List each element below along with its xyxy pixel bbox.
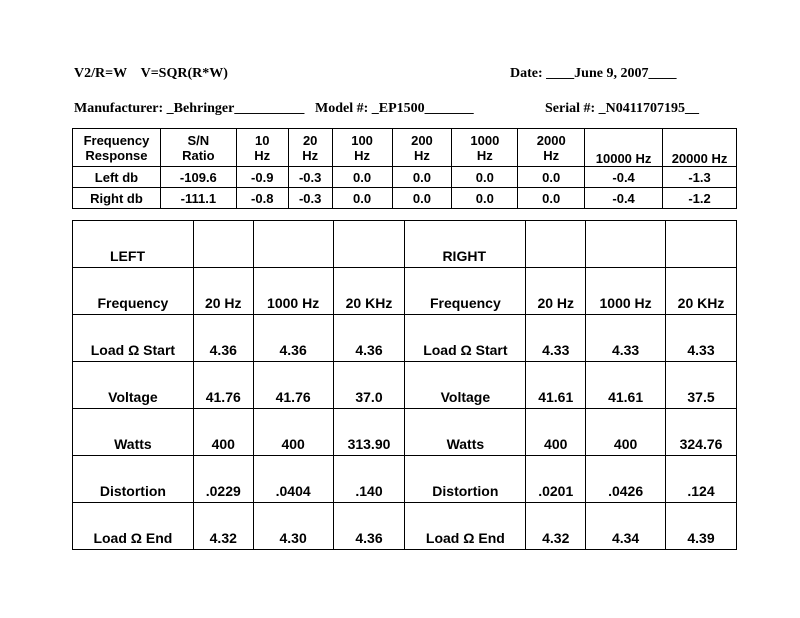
power-title-row <box>73 221 737 268</box>
header-line-1: Frequency <box>83 132 150 148</box>
header-line-2: Response <box>85 147 148 163</box>
value-cell: -0.9 <box>236 167 288 188</box>
left-value-cell: 4.36 <box>193 315 253 362</box>
value-cell: -109.6 <box>160 167 236 188</box>
header-line-1: 2000 <box>536 132 566 148</box>
frequency-header-cell <box>73 129 161 167</box>
left-value-cell: 1000 Hz <box>253 268 333 315</box>
value-cell: 0.0 <box>332 167 392 188</box>
right-value-cell: 41.61 <box>586 362 666 409</box>
header-line-2: Hz <box>354 147 371 163</box>
header-line-2: Hz <box>302 147 319 163</box>
value-cell: 0.0 <box>518 167 585 188</box>
power-row <box>73 409 737 456</box>
left-value-cell: 400 <box>193 409 253 456</box>
power-test-table <box>72 220 737 550</box>
value-cell: -0.8 <box>236 188 288 209</box>
right-value-cell: 4.32 <box>526 503 586 550</box>
value-cell: -0.3 <box>288 188 332 209</box>
header-line-1: 100 <box>351 132 373 148</box>
serial-field <box>545 101 699 117</box>
header-line-2: Ratio <box>182 147 215 163</box>
right-value-cell: 20 Hz <box>526 268 586 315</box>
row-label: Right db <box>73 188 161 209</box>
left-row-label: Voltage <box>73 362 194 409</box>
value-cell: 0.0 <box>392 167 452 188</box>
right-value-cell: 400 <box>526 409 586 456</box>
value-cell: -1.2 <box>663 188 737 209</box>
right-value-cell: 4.33 <box>666 315 737 362</box>
empty-cell <box>333 221 405 268</box>
value-cell: 0.0 <box>452 188 518 209</box>
right-value-cell: 324.76 <box>666 409 737 456</box>
right-row-label: Watts <box>405 409 526 456</box>
right-value-cell: 4.39 <box>666 503 737 550</box>
header-line-2: 20000 Hz <box>671 151 728 166</box>
header-line-2: Hz <box>543 147 560 163</box>
value-cell: 0.0 <box>518 188 585 209</box>
left-row-label: Load Ω End <box>73 503 194 550</box>
header-line-2: Hz <box>254 147 271 163</box>
value-cell: 0.0 <box>332 188 392 209</box>
left-value-cell: 313.90 <box>333 409 405 456</box>
left-value-cell: .0229 <box>193 456 253 503</box>
formula-text: V2/R=W V=SQR(R*W) <box>74 66 228 81</box>
left-row-label: Frequency <box>73 268 194 315</box>
frequency-header-cell <box>392 129 452 167</box>
right-value-cell: 4.33 <box>526 315 586 362</box>
frequency-header-row <box>73 129 737 167</box>
frequency-row-right <box>73 188 737 209</box>
power-row <box>73 362 737 409</box>
power-row <box>73 315 737 362</box>
right-value-cell: .124 <box>666 456 737 503</box>
frequency-header-cell <box>160 129 236 167</box>
empty-cell <box>526 221 586 268</box>
value-cell: -1.3 <box>663 167 737 188</box>
left-value-cell: .0404 <box>253 456 333 503</box>
serial-value: _N0411707195__ <box>598 101 699 116</box>
right-row-label: Load Ω Start <box>405 315 526 362</box>
frequency-header-cell <box>288 129 332 167</box>
model-value: _EP1500_______ <box>371 101 474 116</box>
header-line-2: Hz <box>476 147 493 163</box>
power-row <box>73 268 737 315</box>
right-value-cell: 37.5 <box>666 362 737 409</box>
right-row-label: Distortion <box>405 456 526 503</box>
power-row <box>73 456 737 503</box>
left-row-label: Watts <box>73 409 194 456</box>
empty-cell <box>193 221 253 268</box>
right-value-cell: 41.61 <box>526 362 586 409</box>
left-value-cell: 20 Hz <box>193 268 253 315</box>
right-value-cell: 4.33 <box>586 315 666 362</box>
header-line-1: S/N <box>187 132 210 148</box>
right-value-cell: 400 <box>586 409 666 456</box>
left-value-cell: 20 KHz <box>333 268 405 315</box>
left-value-cell: 41.76 <box>253 362 333 409</box>
manufacturer-value: _Behringer__________ <box>166 101 305 116</box>
left-value-cell: 4.32 <box>193 503 253 550</box>
header-line-1: 10 <box>255 132 270 148</box>
left-value-cell: 400 <box>253 409 333 456</box>
right-row-label: Voltage <box>405 362 526 409</box>
right-channel-title: RIGHT <box>405 221 526 268</box>
right-value-cell: 1000 Hz <box>586 268 666 315</box>
manufacturer-label: Manufacturer: <box>74 101 164 116</box>
date-field <box>510 66 676 82</box>
right-value-cell: 4.34 <box>586 503 666 550</box>
empty-cell <box>253 221 333 268</box>
right-value-cell: 20 KHz <box>666 268 737 315</box>
model-label: Model #: <box>315 101 369 116</box>
value-cell: -0.3 <box>288 167 332 188</box>
frequency-header-cell <box>663 129 737 167</box>
frequency-header-cell <box>452 129 518 167</box>
value-cell: -111.1 <box>160 188 236 209</box>
right-value-cell: .0201 <box>526 456 586 503</box>
serial-label: Serial #: <box>545 101 596 116</box>
left-value-cell: 4.36 <box>333 315 405 362</box>
frequency-header-cell <box>236 129 288 167</box>
power-row <box>73 503 737 550</box>
date-value: ____June 9, 2007____ <box>546 66 677 81</box>
frequency-header-cell <box>332 129 392 167</box>
right-value-cell: .0426 <box>586 456 666 503</box>
header-line-1: 200 <box>411 132 433 148</box>
frequency-header-cell <box>518 129 585 167</box>
right-row-label: Frequency <box>405 268 526 315</box>
header-line-1: 20 <box>302 132 318 148</box>
value-cell: 0.0 <box>392 188 452 209</box>
left-value-cell: 4.36 <box>253 315 333 362</box>
left-value-cell: 37.0 <box>333 362 405 409</box>
header-line-2: 10000 Hz <box>595 151 652 166</box>
row-label: Left db <box>73 167 161 188</box>
model-field <box>315 101 474 117</box>
frequency-response-table <box>72 128 737 209</box>
left-value-cell: 4.36 <box>333 503 405 550</box>
right-row-label: Load Ω End <box>405 503 526 550</box>
left-row-label: Load Ω Start <box>73 315 194 362</box>
frequency-header-cell <box>585 129 663 167</box>
value-cell: -0.4 <box>585 188 663 209</box>
empty-cell <box>586 221 666 268</box>
left-value-cell: 41.76 <box>193 362 253 409</box>
left-value-cell: .140 <box>333 456 405 503</box>
header-line-1: 1000 <box>470 132 500 148</box>
header-line-2: Hz <box>414 147 430 163</box>
left-row-label: Distortion <box>73 456 194 503</box>
left-channel-title: LEFT <box>73 221 194 268</box>
value-cell: 0.0 <box>452 167 518 188</box>
frequency-row-left <box>73 167 737 188</box>
date-label: Date: <box>510 66 543 81</box>
manufacturer-field <box>74 101 304 117</box>
left-value-cell: 4.30 <box>253 503 333 550</box>
empty-cell <box>666 221 737 268</box>
value-cell: -0.4 <box>585 167 663 188</box>
